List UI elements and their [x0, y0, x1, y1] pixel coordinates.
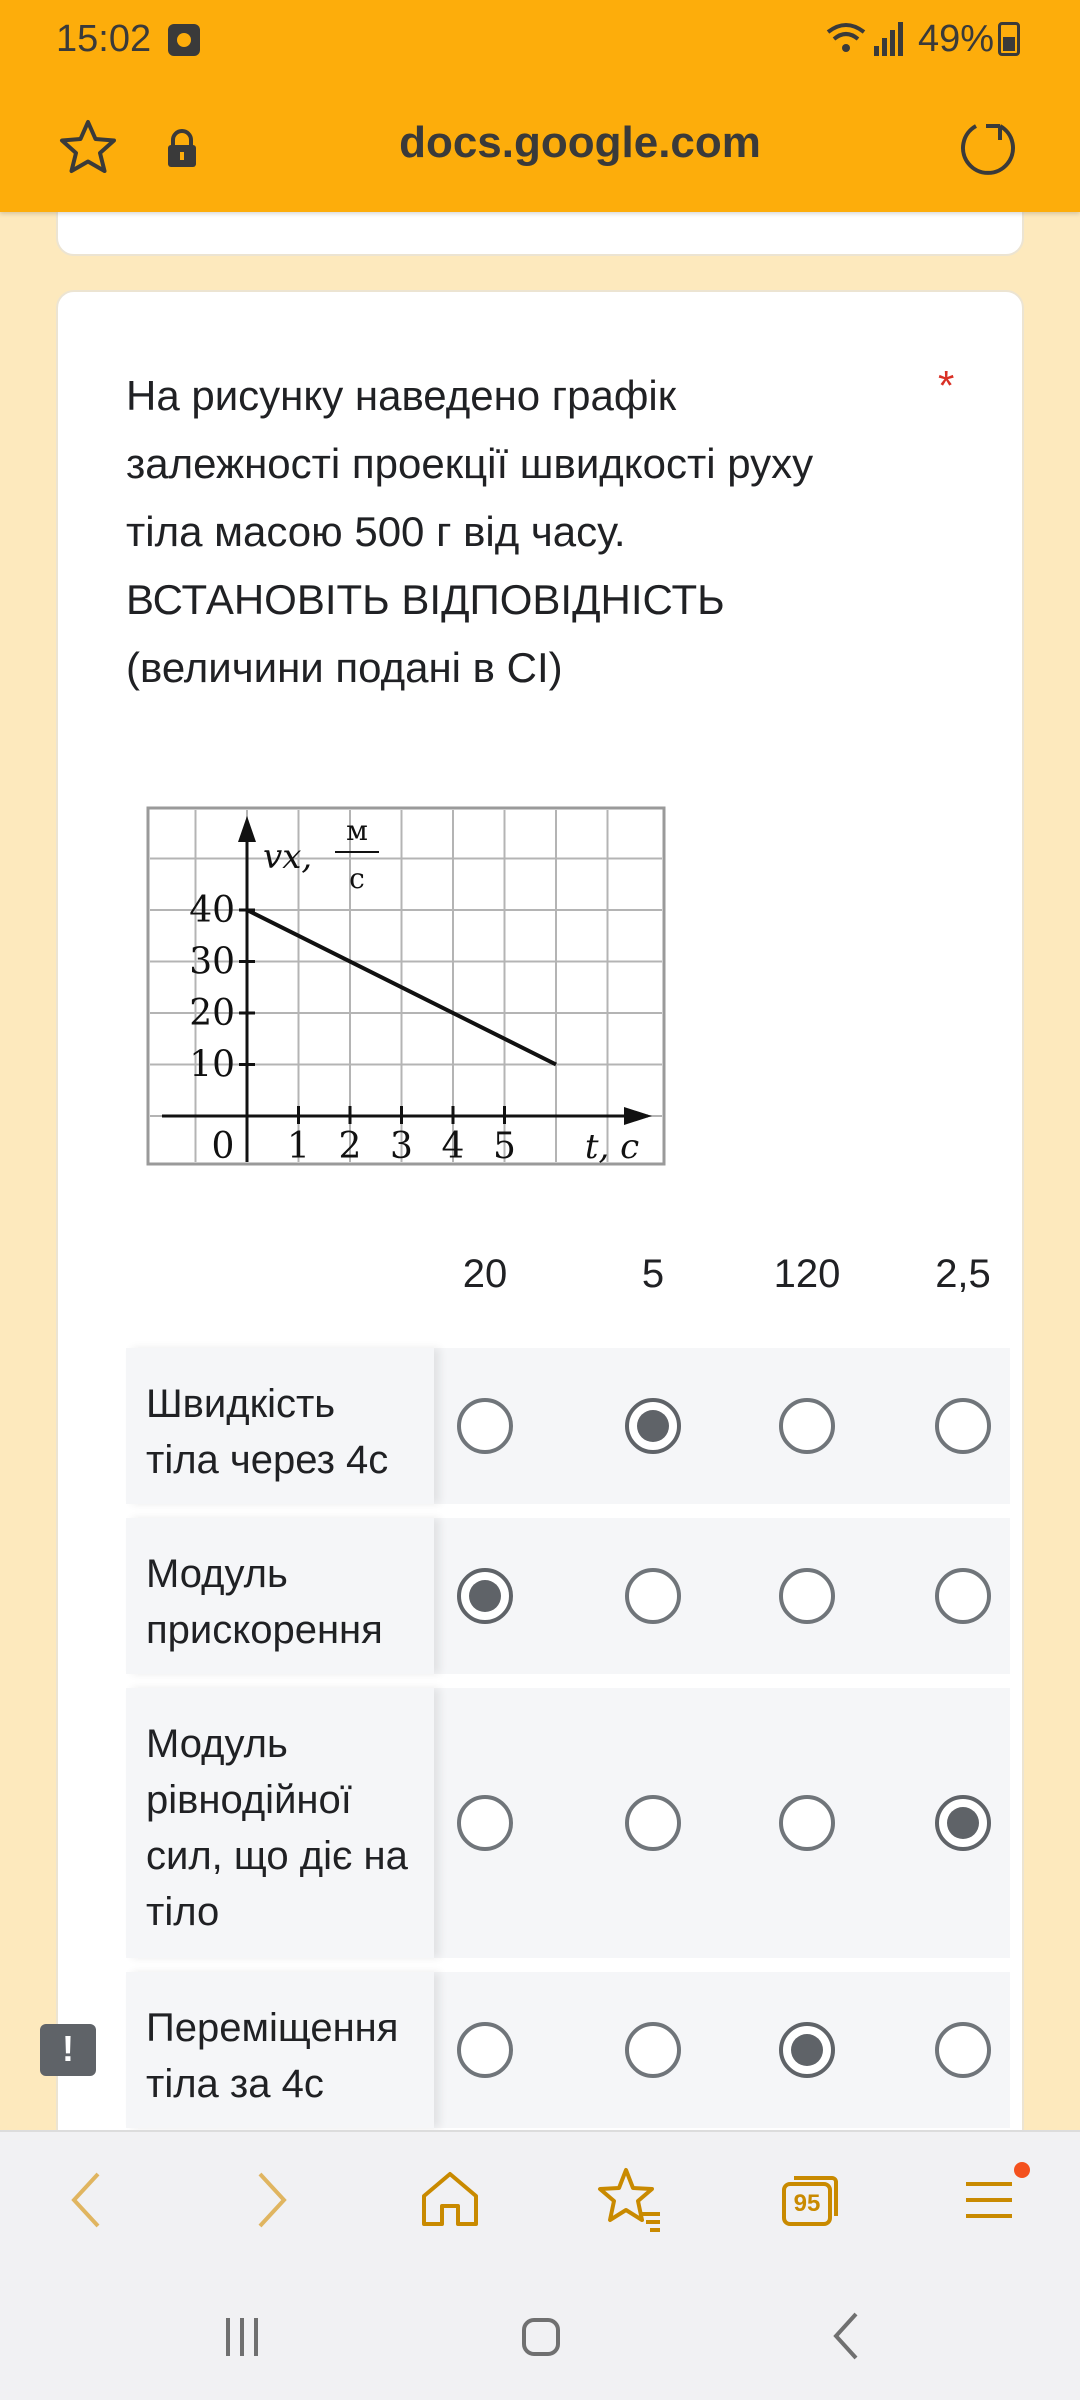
y-axis-label: vx,: [263, 837, 313, 877]
radio-option[interactable]: [779, 1398, 835, 1454]
home-icon[interactable]: [410, 2160, 490, 2240]
menu-icon[interactable]: [950, 2160, 1030, 2240]
required-asterisk: *: [938, 362, 955, 409]
battery-percent: 49%: [918, 18, 995, 60]
home-button-icon[interactable]: [500, 2296, 580, 2376]
column-header: 5: [641, 1252, 665, 1296]
radio-option[interactable]: [779, 1568, 835, 1624]
y-tick-label: 40: [189, 890, 235, 931]
lock-icon: [164, 128, 200, 168]
radio-option[interactable]: [457, 1568, 513, 1624]
grid-row: [126, 1348, 1010, 1504]
radio-option[interactable]: [779, 1795, 835, 1851]
x-tick-label: 5: [493, 1126, 516, 1167]
tabs-count: 95: [793, 2190, 821, 2217]
question-text: [126, 362, 946, 702]
browser-bottom-toolbar: [0, 2130, 1080, 2266]
column-header: 20: [462, 1252, 508, 1296]
row-label: Модуль прискорення: [126, 1518, 434, 1674]
x-tick-label: 2: [338, 1126, 362, 1167]
y-tick-label: 20: [189, 993, 235, 1034]
question-line: тіла масою 500 г від часу.: [126, 508, 626, 555]
y-tick-label: 30: [189, 941, 235, 983]
forward-icon[interactable]: [230, 2160, 310, 2240]
question-line: (величини подані в СІ): [126, 644, 563, 691]
question-card: [56, 290, 1024, 2150]
question-line: залежності проекції швидкості руху: [126, 440, 814, 487]
column-header: 120: [773, 1252, 841, 1296]
star-icon[interactable]: [56, 116, 120, 180]
radio-option[interactable]: [625, 1398, 681, 1454]
radio-option[interactable]: [457, 1795, 513, 1851]
velocity-time-chart: [142, 802, 670, 1170]
y-axis-unit-numerator: м: [346, 814, 368, 847]
question-line: ВСТАНОВІТЬ ВІДПОВІДНІСТЬ: [126, 576, 725, 623]
wifi-signal-icon: [824, 18, 904, 58]
chart-grid: [148, 808, 664, 1164]
chart-frame: [148, 808, 664, 1164]
radio-option[interactable]: [457, 2022, 513, 2078]
tabs-icon[interactable]: [770, 2160, 850, 2240]
radio-option[interactable]: [625, 1795, 681, 1851]
status-time: 15:02: [56, 18, 152, 60]
system-back-icon[interactable]: [808, 2296, 888, 2376]
radio-option[interactable]: [779, 2022, 835, 2078]
y-tick-label: 10: [189, 1044, 235, 1086]
x-tick-label: 3: [390, 1126, 413, 1167]
choice-grid: [126, 1252, 1010, 2150]
radio-option[interactable]: [935, 1795, 991, 1851]
x-tick-label: 4: [441, 1126, 465, 1167]
reload-icon[interactable]: [956, 116, 1020, 180]
system-navigation-bar: [0, 2266, 1080, 2400]
alarm-icon: [168, 24, 200, 56]
back-icon[interactable]: [48, 2160, 128, 2240]
grid-row: [126, 1518, 1010, 1674]
y-axis-unit-denominator: с: [349, 862, 365, 895]
grid-row: [126, 1688, 1010, 1958]
bookmarks-icon[interactable]: [590, 2160, 670, 2240]
browser-top-bar: [0, 0, 1080, 212]
row-label: Модуль рівнодійної сил, що діє на тіло: [126, 1688, 434, 1958]
row-label: Швидкість тіла через 4с: [126, 1348, 434, 1504]
address-bar[interactable]: [0, 80, 1080, 212]
radio-option[interactable]: [935, 1398, 991, 1454]
recent-apps-icon[interactable]: [202, 2296, 282, 2376]
x-tick-label: 0: [211, 1126, 235, 1167]
grid-row: [126, 1972, 1010, 2128]
radio-option[interactable]: [935, 1568, 991, 1624]
status-bar: [0, 0, 1080, 80]
radio-option[interactable]: [935, 2022, 991, 2078]
x-axis-label: t, c: [584, 1127, 640, 1167]
radio-option[interactable]: [625, 1568, 681, 1624]
question-line: На рисунку наведено графік: [126, 372, 677, 419]
row-label: Переміщення тіла за 4с: [126, 1972, 434, 2128]
url-text[interactable]: docs.google.com: [399, 118, 761, 167]
feedback-button[interactable]: !: [40, 2024, 96, 2076]
column-header: 2,5: [935, 1252, 991, 1296]
battery-icon: [998, 22, 1020, 56]
x-tick-label: 1: [287, 1126, 310, 1167]
radio-option[interactable]: [625, 2022, 681, 2078]
radio-option[interactable]: [457, 1398, 513, 1454]
